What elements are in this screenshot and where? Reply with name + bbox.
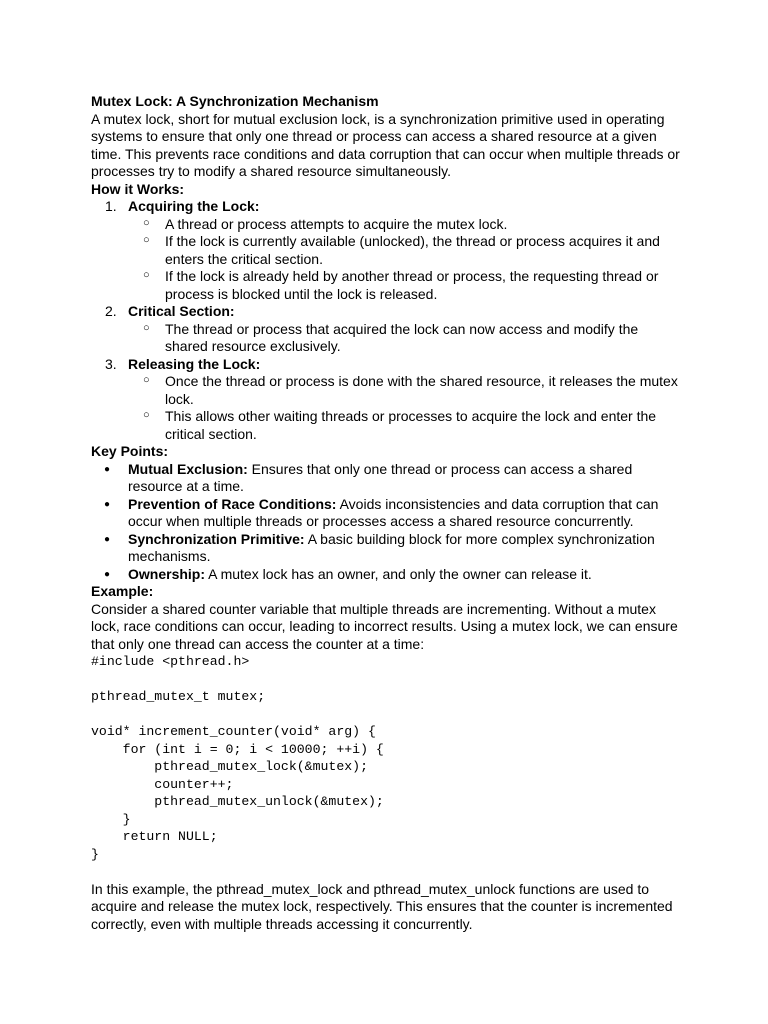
doc-title: Mutex Lock: A Synchronization Mechanism <box>91 93 379 109</box>
step-number: 2. <box>105 303 117 319</box>
key-point-label: Prevention of Race Conditions: <box>128 495 337 512</box>
step-item <box>91 356 681 444</box>
code-block: #include <pthread.h> pthread_mutex_t mutex; void* increment_counter(void* arg) { for (int i = 0; i < 10000; ++i) { pthread_mutex_lock(&mutex); counter++; pthread_mutex_unlock(&mutex); } return NULL; } <box>91 654 384 862</box>
key-point-text: Ensures that only one thread or process can access a shared resource at a time. <box>128 460 633 494</box>
document-page <box>91 93 681 933</box>
key-points-list <box>91 461 681 584</box>
sub-item: ○ The thread or process that acquired the lock can now access and modify the shared resource exclusively. <box>128 321 681 356</box>
step-sublist <box>128 321 681 356</box>
step-item <box>91 303 681 356</box>
key-point-text: A mutex lock has an owner, and only the owner can release it. <box>205 565 592 582</box>
key-point-text: A basic building block for more complex synchronization mechanisms. <box>128 530 655 564</box>
step-sublist <box>128 216 681 304</box>
key-point-item <box>91 566 681 584</box>
outro-paragraph: In this example, the pthread_mutex_lock and pthread_mutex_unlock functions are used to acquire and release the mutex lock, respectively. This ensures that the counter is incremented correctly, even with multiple threads accessing it concurrently. <box>91 880 673 932</box>
key-point-item <box>91 531 681 566</box>
step-title: Critical Section: <box>128 303 235 319</box>
key-points-heading: Key Points: <box>91 443 169 459</box>
step-number: 1. <box>105 198 117 214</box>
key-point-label: Ownership: <box>128 565 206 582</box>
example-intro-paragraph: Consider a shared counter variable that multiple threads are incrementing. Without a mutex lock, race conditions can occur, leading to incorrect results. Using a mutex lock, we can ensure that only one thread can access the counter at a time: <box>91 600 678 652</box>
step-number: 3. <box>105 355 117 372</box>
step-title: Releasing the Lock: <box>128 355 261 372</box>
key-point-text: Avoids inconsistencies and data corruption that can occur when multiple threads or processes access a shared resource concurrently. <box>128 495 659 529</box>
key-point-item <box>91 496 681 531</box>
step-item <box>91 198 681 303</box>
key-point-item <box>91 461 681 496</box>
key-point-label: Synchronization Primitive: <box>128 530 305 547</box>
sub-item: ○ A thread or process attempts to acquire the mutex lock. <box>128 216 681 234</box>
sub-item: ○ If the lock is currently available (unlocked), the thread or process acquires it and enters the critical section. <box>128 233 681 268</box>
sub-item: ○ This allows other waiting threads or processes to acquire the lock and enter the critical section. <box>128 408 681 443</box>
sub-item: ○ Once the thread or process is done with the shared resource, it releases the mutex lock. <box>128 373 681 408</box>
steps-list <box>91 198 681 443</box>
step-sublist <box>128 373 681 443</box>
example-heading: Example: <box>91 583 154 599</box>
key-point-label: Mutual Exclusion: <box>128 460 248 477</box>
sub-item: ○ If the lock is already held by another thread or process, the requesting thread or process is blocked until the lock is released. <box>128 268 681 303</box>
step-title: Acquiring the Lock: <box>128 198 260 214</box>
how-it-works-heading: How it Works: <box>91 180 185 197</box>
intro-paragraph: A mutex lock, short for mutual exclusion lock, is a synchronization primitive used in operating systems to ensure that only one thread or process can access a shared resource at a given time. This prevents race conditions and data corruption that can occur when multiple threads or processes try to modify a shared resource simultaneously. <box>91 110 680 179</box>
